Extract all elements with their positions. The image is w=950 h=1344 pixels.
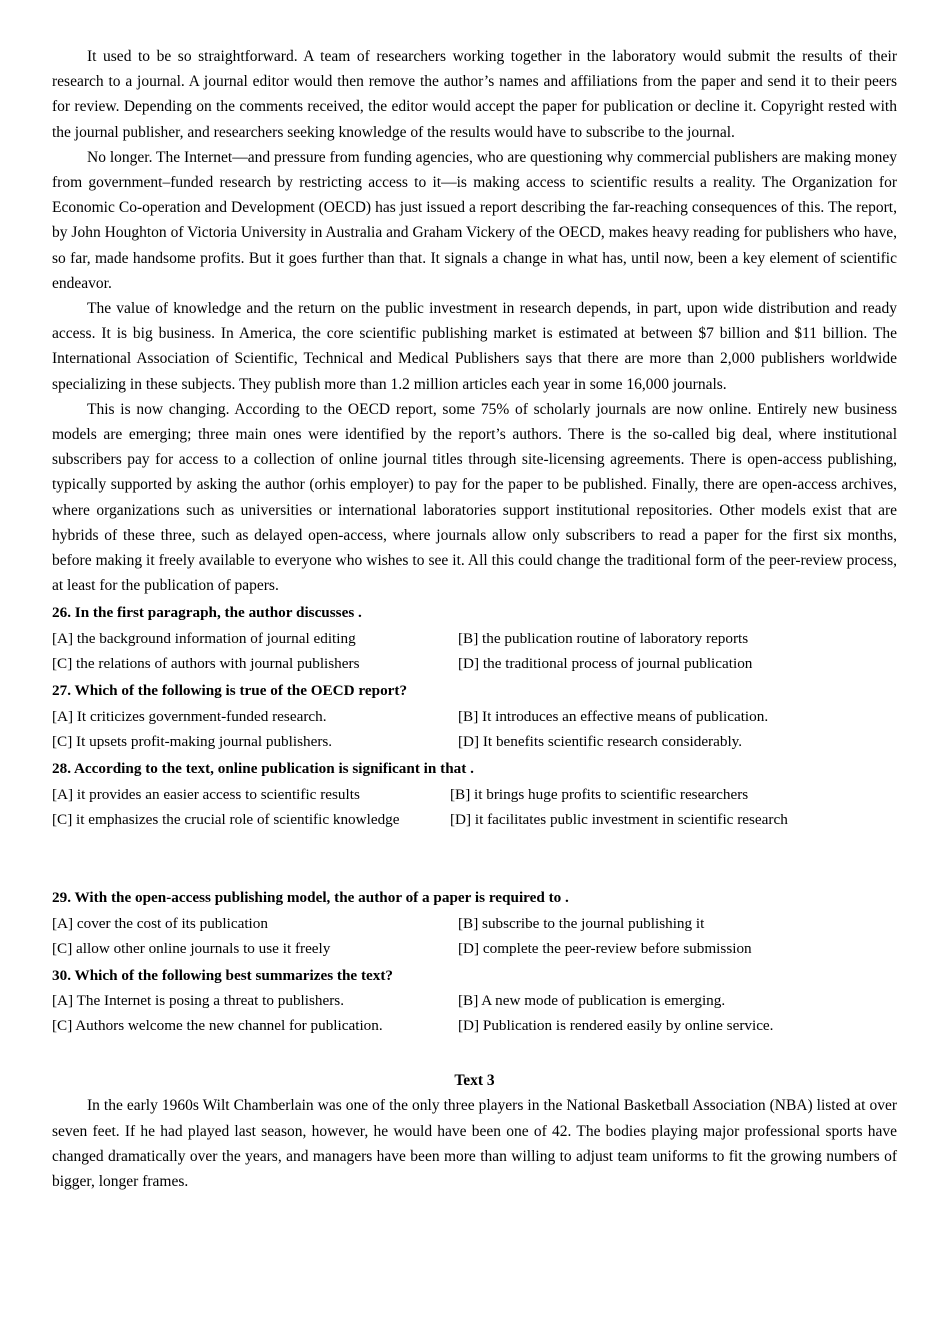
question-29-option-a[interactable]: [A] cover the cost of its publication	[52, 914, 268, 932]
question-27-option-d[interactable]: [D] It benefits scientific research considerably.	[458, 733, 743, 751]
question-29-option-c[interactable]: [C] allow other online journals to use it freely	[52, 939, 331, 957]
question-30-option-b[interactable]: [B] A new mode of publication is emerging.	[458, 992, 726, 1010]
text3-title: Text 3	[454, 1072, 495, 1090]
question-28-option-a[interactable]: [A] it provides an easier access to scientific results	[52, 785, 360, 803]
question-26-options-row-2	[52, 651, 897, 676]
question-26-option-a[interactable]: [A] the background information of journal editing	[52, 630, 356, 648]
question-28-option-c[interactable]: [C] it emphasizes the crucial role of scientific knowledge	[52, 810, 400, 828]
question-27-option-a[interactable]: [A] It criticizes government-funded research.	[52, 708, 327, 726]
question-28-options-row-1	[52, 782, 897, 807]
question-26-stem: 26. In the first paragraph, the author discusses .	[52, 604, 362, 622]
question-30-options-row-2	[52, 1013, 897, 1038]
question-26-options-row-1	[52, 626, 897, 651]
question-30-stem: 30. Which of the following best summarizes the text?	[52, 966, 393, 984]
passage-paragraph-4: This is now changing. According to the OECD report, some 75% of scholarly journals are now online. Entirely new business models are emerging; three main ones were identified by the report’s authors. There is the so-called big deal, where institutional subscribers pay for access to a collection of online journal titles through site-licensing agreements. There is open-access publishing, typically supported by asking the author (orhis employer) to pay for the paper to be published. Finally, there are open-access archives, where organizations such as universities or international laboratories support institutional repositories. Other models exist that are hybrids of these three, such as delayed open-access, where journals allow only subscribers to read a paper for the first six months, before making it freely available to everyone who wishes to see it. All this could change the traditional form of the peer-review process, at least for the publication of papers.	[52, 400, 897, 595]
question-27-option-b[interactable]: [B] It introduces an effective means of publication.	[458, 708, 769, 726]
question-30-option-a[interactable]: [A] The Internet is posing a threat to publishers.	[52, 992, 345, 1010]
question-28-stem: 28. According to the text, online publication is significant in that .	[52, 760, 474, 778]
question-28-option-b[interactable]: [B] it brings huge profits to scientific researchers	[450, 785, 749, 803]
section-gap	[52, 832, 897, 883]
question-29	[52, 886, 897, 961]
question-26-option-b[interactable]: [B] the publication routine of laboratory reports	[458, 630, 749, 648]
question-27-option-c[interactable]: [C] It upsets profit-making journal publishers.	[52, 733, 333, 751]
passage-paragraph-2: No longer. The Internet—and pressure from funding agencies, who are questioning why commercial publishers are making money from government–funded research by restricting access to it—is making access to scientific results a reality. The Organization for Economic Co-operation and Development (OECD) has just issued a report describing the far-reaching consequences of this. The report, by John Houghton of Victoria University in Australia and Graham Vickery of the OECD, makes heavy reading for publishers who have, so far, made handsome profits. But it goes further than that. It signals a change in what has, until now, been a key element of scientific endeavor.	[52, 148, 897, 292]
question-30	[52, 964, 897, 1039]
question-26-option-d[interactable]: [D] the traditional process of journal publication	[458, 655, 753, 673]
question-29-options-row-2	[52, 936, 897, 961]
question-30-option-c[interactable]: [C] Authors welcome the new channel for publication.	[52, 1017, 383, 1035]
question-30-option-d[interactable]: [D] Publication is rendered easily by online service.	[458, 1017, 774, 1035]
question-29-options-row-1	[52, 911, 897, 936]
question-27-options-row-2	[52, 729, 897, 754]
question-27-stem: 27. Which of the following is true of the OECD report?	[52, 682, 408, 700]
question-27-options-row-1	[52, 704, 897, 729]
question-28	[52, 757, 897, 832]
question-29-option-b[interactable]: [B] subscribe to the journal publishing it	[458, 914, 705, 932]
passage-paragraph-1: It used to be so straightforward. A team of researchers working together in the laboratory would submit the results of their research to a journal. A journal editor would then remove the author’s names and affiliations from the paper and send it to their peers for review. Depending on the comments received, the editor would accept the paper for publication or decline it. Copyright rested with the journal publisher, and researchers seeking knowledge of the results would have to subscribe to the journal.	[52, 48, 897, 141]
question-28-option-d[interactable]: [D] it facilitates public investment in scientific research	[450, 810, 788, 828]
question-26	[52, 601, 897, 676]
question-29-option-d[interactable]: [D] complete the peer-review before submission	[458, 939, 752, 957]
question-26-option-c[interactable]: [C] the relations of authors with journal publishers	[52, 655, 360, 673]
question-28-options-row-2	[52, 807, 897, 832]
question-29-stem: 29. With the open-access publishing model, the author of a paper is required to .	[52, 888, 569, 906]
passage-paragraph-3: The value of knowledge and the return on the public investment in research depends, in part, upon wide distribution and ready access. It is big business. In America, the core scientific publishing market is estimated at between $7 billion and $11 billion. The International Association of Scientific, Technical and Medical Publishers says that there are more than 2,000 publishers worldwide specializing in these subjects. They publish more than 1.2 million articles each year in some 16,000 journals.	[52, 300, 897, 393]
text3-spacer	[52, 1038, 897, 1068]
question-30-options-row-1	[52, 988, 897, 1013]
text3-paragraph-1: In the early 1960s Wilt Chamberlain was one of the only three players in the National Basketball Association (NBA) listed at over seven feet. If he had played last season, however, he would have been one of 42. The bodies playing major professional sports have changed dramatically over the years, and managers have been more than willing to adjust team uniforms to fit the growing numbers of bigger, longer frames.	[52, 1097, 897, 1191]
question-27	[52, 679, 897, 754]
